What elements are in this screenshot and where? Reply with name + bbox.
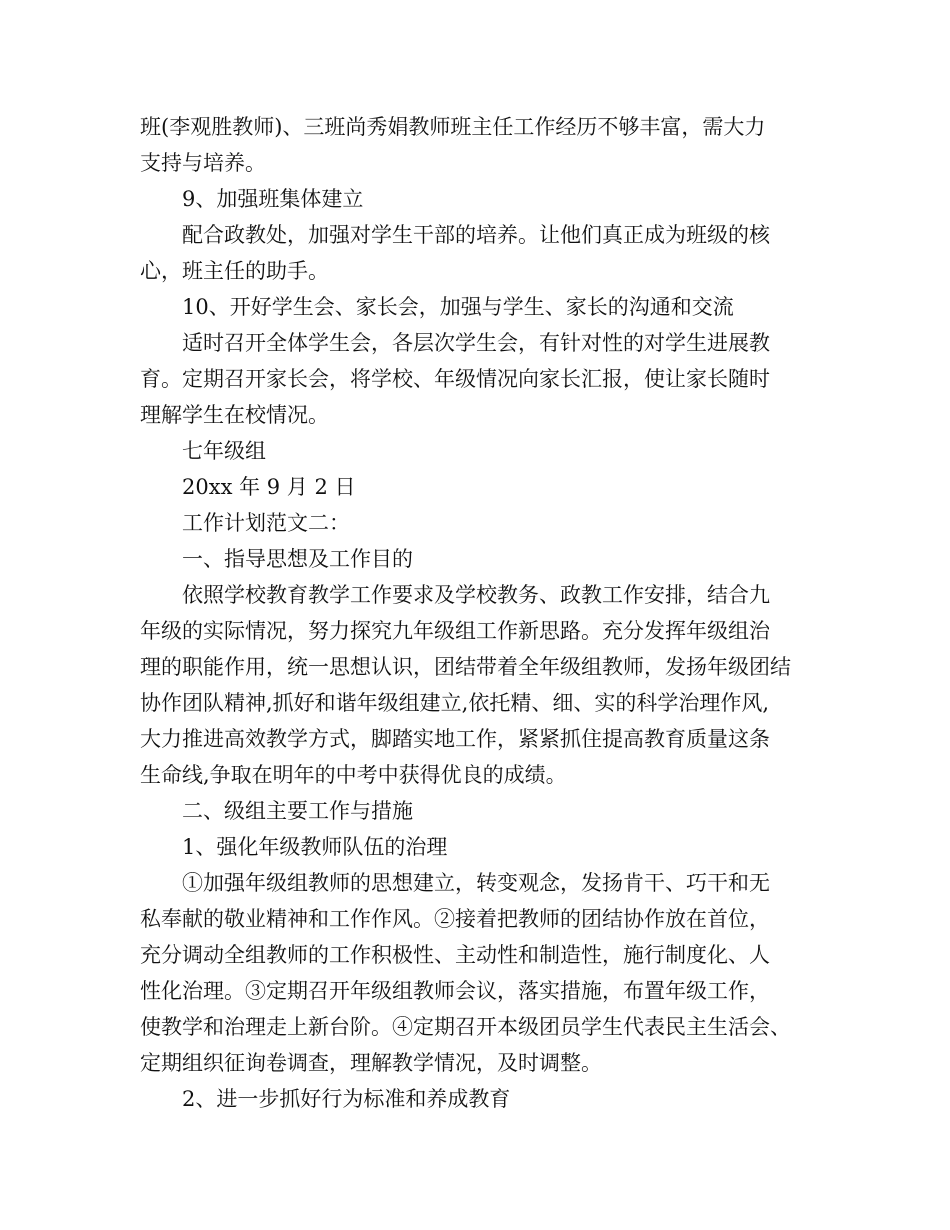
signature-date: 20xx 年 9 月 2 日 xyxy=(182,475,356,499)
signature-group: 七年级组 xyxy=(182,439,266,463)
body-line: 私奉献的敬业精神和工作作风。②接着把教师的团结协作放在首位， xyxy=(140,907,770,931)
section-heading: 1、强化年级教师队伍的治理 xyxy=(182,835,448,859)
body-line: 定期组织征询卷调查，理解教学情况，及时调整。 xyxy=(140,1051,602,1075)
body-line: ①加强年级组教师的思想建立，转变观念，发扬肯干、巧干和无 xyxy=(182,871,770,895)
section-heading: 10、开好学生会、家长会，加强与学生、家长的沟通和交流 xyxy=(182,295,734,319)
body-line: 班(李观胜教师)、三班尚秀娟教师班主任工作经历不够丰富，需大力 xyxy=(140,115,766,139)
body-line: 性化治理。③定期召开年级组教师会议，落实措施，布置年级工作， xyxy=(140,979,770,1003)
body-line: 依照学校教育教学工作要求及学校教务、政教工作安排，结合九 xyxy=(182,583,770,607)
body-line: 育。定期召开家长会，将学校、年级情况向家长汇报，使让家长随时 xyxy=(140,367,770,391)
body-line: 年级的实际情况，努力探究九年级组工作新思路。充分发挥年级组治 xyxy=(140,619,770,643)
section-heading: 一、指导思想及工作目的 xyxy=(182,547,413,571)
body-line: 使教学和治理走上新台阶。④定期召开本级团员学生代表民主生活会、 xyxy=(140,1015,791,1039)
body-line: 配合政教处，加强对学生干部的培养。让他们真正成为班级的核 xyxy=(182,223,770,247)
body-line: 协作团队精神,抓好和谐年级组建立,依托精、细、实的科学治理作风, xyxy=(140,691,770,715)
section-heading: 2、进一步抓好行为标准和养成教育 xyxy=(182,1087,511,1111)
body-line: 大力推进高效教学方式，脚踏实地工作，紧紧抓住提高教育质量这条 xyxy=(140,727,770,751)
body-line: 充分调动全组教师的工作积极性、主动性和制造性，施行制度化、人 xyxy=(140,943,770,967)
body-line: 生命线,争取在明年的中考中获得优良的成绩。 xyxy=(140,763,567,787)
body-line: 理的职能作用，统一思想认识，团结带着全年级组教师，发扬年级团结 xyxy=(140,655,791,679)
body-line: 心，班主任的助手。 xyxy=(140,259,329,283)
body-line: 理解学生在校情况。 xyxy=(140,403,329,427)
section-heading: 9、加强班集体建立 xyxy=(182,187,364,211)
section-heading: 二、级组主要工作与措施 xyxy=(182,799,413,823)
body-line: 支持与培养。 xyxy=(140,151,266,175)
document-subtitle: 工作计划范文二： xyxy=(182,511,350,535)
body-line: 适时召开全体学生会，各层次学生会，有针对性的对学生进展教 xyxy=(182,331,770,355)
